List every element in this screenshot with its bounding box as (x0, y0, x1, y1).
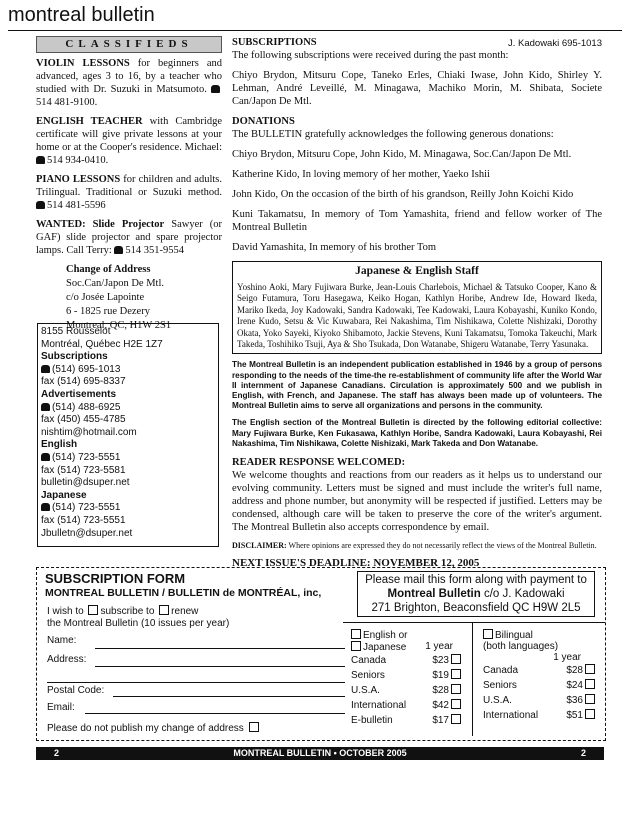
ad-phone: 514 934-0410. (47, 155, 109, 166)
price-value-group (432, 653, 463, 668)
price-label: U.S.A. (351, 685, 380, 696)
ad-body: Sawyer (or GAF) slide projector and spare projector lamps. Call Terry: (36, 219, 223, 256)
ad-phone: 514 481-9100. (36, 97, 98, 108)
phone-icon (211, 85, 220, 93)
price-checkbox[interactable] (585, 679, 595, 689)
contact-text: fax (514) 723-5581 (41, 464, 126, 476)
wish-line-2: the Montreal Bulletin (10 issues per year) (47, 618, 230, 629)
no-publish-line (47, 722, 261, 734)
subscribe-label: subscribe to (100, 606, 155, 617)
contact-box (37, 323, 219, 547)
contact-text: fax (514) 695-8337 (41, 376, 126, 388)
price-value-group (566, 663, 597, 678)
footer-bar (36, 747, 604, 760)
ad-phone: 514 351-9554 (125, 245, 185, 256)
opt1-line2: Japanese (363, 642, 407, 653)
donation-entry: John Kido, On the occasion of the birth of his grandson, Reilly John Koichi Kido (232, 189, 574, 200)
phone-icon (41, 503, 50, 511)
contact-line (41, 427, 215, 440)
mail-line-2 (358, 587, 594, 601)
price-checkbox[interactable] (451, 654, 461, 664)
donation-entry: David Yamashita, In memory of his brother Tom (232, 242, 437, 253)
right-column (232, 36, 602, 570)
donation-entry: Chiyo Brydon, Mitsuru Cope, John Kido, M. Minagawa, Soc.Can/Japon De Mtl. (232, 149, 572, 160)
subscriptions-intro: The following subscriptions were received during the past month: (232, 50, 509, 61)
contact-text: (514) 488-6925 (52, 401, 121, 413)
staff-box (232, 261, 602, 354)
price-row (483, 663, 597, 678)
ad-title: VIOLIN LESSONS (36, 58, 130, 69)
page-number-left: 2 (54, 748, 60, 758)
postal-code-label: Postal Code: (47, 685, 105, 696)
ad-phone: 514 481-5596 (47, 200, 106, 211)
price-value-group (432, 683, 463, 698)
mail-co: c/o J. Kadowaki (480, 588, 565, 600)
price-value: $17 (432, 715, 449, 726)
donations-heading: DONATIONS (232, 116, 295, 127)
page-number-right: 2 (580, 748, 586, 758)
coa-line: Montreal, QC, H1W 2S1 (66, 320, 172, 331)
contact-line (41, 376, 215, 389)
price-checkbox[interactable] (585, 709, 595, 719)
classified-ads (36, 57, 222, 257)
subscribe-checkbox[interactable] (88, 605, 98, 615)
mail-line-1: Please mail this form along with payment to (365, 574, 587, 586)
price-value: $28 (566, 665, 583, 676)
ad-title: WANTED: Slide Projector (36, 219, 165, 230)
address-field-2[interactable] (47, 682, 345, 683)
donation-entry: Katherine Kido, In loving memory of her mother, Yaeko Ishii (232, 169, 490, 180)
bilingual-checkbox[interactable] (483, 629, 493, 639)
price-checkbox[interactable] (451, 714, 461, 724)
classified-ad (36, 173, 222, 212)
subscriptions-contact: J. Kadowaki 695-1013 (507, 38, 602, 49)
price-row (351, 698, 463, 713)
opt2-line2: (both languages) (483, 641, 559, 652)
name-field[interactable] (95, 648, 345, 649)
contact-sections (41, 351, 215, 540)
staff-names: Yoshino Aoki, Mary Fujiwara Burke, Jean-Louis Charlebois, Michael & Tatsuko Cooper, Kano & Seigo Futamura, Toru Hasegawa, Keiko Hogan, Kathlyn Horibe, Andrew Ide, Howard Ikeda, Mariko Ikeda, Joy Kadowaki, Sandra Kadowaki, Tee Kadowaki, Laura Kobayashi, Kuniko Kondo, Irene Kudo, Setsu & Vic Kuwabara, Rei Nakashima, Tim Nishikawa, Colette Nishizaki, Dorothy Okata, Yoko Sayeki, Kiyoko Shibamoto, Jackie Stevens, Kuni Takamatsu, Tomoka Takeuchi, Mark Takeda, Toshihiko Tsuji, Aya & Sho Tsukada, Don Watanabe, Shigeru Watanabe, Terry Yasunaka. (237, 282, 597, 350)
price-row (351, 668, 463, 683)
english-or-checkbox[interactable] (351, 629, 361, 639)
coa-line: 6 - 1825 rue Dezery (66, 306, 150, 317)
contact-text: nishtim@hotmail.com (41, 426, 137, 438)
contact-line (41, 414, 215, 427)
japanese-checkbox[interactable] (351, 641, 361, 651)
no-publish-label: Please do not publish my change of address (47, 723, 244, 734)
mail-to-box (357, 571, 595, 617)
price-row (351, 713, 463, 728)
price-value: $42 (432, 700, 449, 711)
coa-line: Soc.Can/Japon De Mtl. (66, 278, 164, 289)
subscriptions-names: Chiyo Brydon, Mitsuru Cope, Taneko Erles, Chiaki Iwase, John Kido, Shirley Y. Lehman, André Leveillé, M. Minagawa, Machiko Morin, M. Shibata, Societe Can/Japon De Mtl. (232, 70, 602, 107)
contact-text: (514) 723-5551 (52, 451, 121, 463)
contact-line (41, 402, 215, 415)
deadline: NEXT ISSUE'S DEADLINE: NOVEMBER 12, 2005 (232, 557, 480, 570)
reader-response-heading: READER RESPONSE WELCOMED: (232, 457, 406, 469)
price-row (351, 653, 463, 668)
mail-bulletin: Montreal Bulletin (387, 588, 481, 600)
about-paragraph: The Montreal Bulletin is an independent publication established in 1946 by a group of persons responding to the needs of the time-the re-establishment of community life after the World War II internment of Japanese Canadians. Circulation is approximately 500 and we publish in English, with French, and Japanese. The staff has always been made up of volunteers. The Montreal Bulletin aims to serve all organizations and persons in the community. (232, 360, 602, 411)
address-field[interactable] (95, 666, 345, 667)
renew-label: renew (171, 606, 199, 617)
classified-ad (36, 218, 222, 257)
contact-text: (514) 723-5551 (52, 502, 121, 514)
donation-entry: Kuni Takamatsu, In memory of Tom Yamashita, friend and fellow worker of The Montreal Bulletin (232, 209, 602, 233)
price-row (483, 678, 597, 693)
opt1-line1: English or (363, 630, 408, 641)
disclaimer-text: Where opinions are expressed they do not necessarily reflect the views of the Montreal Bulletin. (286, 541, 597, 551)
opt2-line1: Bilingual (495, 630, 533, 641)
price-label: U.S.A. (483, 695, 512, 706)
contact-section-heading: English (41, 439, 78, 451)
ad-title: ENGLISH TEACHER (36, 116, 143, 127)
contact-line (41, 515, 215, 528)
disclaimer (232, 541, 602, 551)
phone-icon (36, 156, 45, 164)
staff-title: Japanese & English Staff (355, 265, 479, 277)
price-value: $28 (432, 685, 449, 696)
coa-line: c/o Josée Lapointe (66, 292, 145, 303)
price-row (483, 693, 597, 708)
price-checkbox[interactable] (451, 684, 461, 694)
price-label: Canada (351, 655, 387, 666)
price-checkbox[interactable] (451, 699, 461, 709)
price-value: $23 (432, 655, 449, 666)
subscription-form (36, 567, 606, 741)
contact-line (41, 528, 215, 541)
option-single-language (351, 629, 463, 728)
contact-line (41, 502, 215, 515)
phone-icon (114, 246, 123, 254)
address-label: Address: (47, 654, 87, 665)
price-label: International (483, 710, 539, 721)
phone-icon (41, 453, 50, 461)
donations-intro: The BULLETIN gratefully acknowledges the following generous donations: (232, 129, 554, 140)
wish-line (47, 605, 198, 617)
name-label: Name: (47, 635, 77, 646)
phone-icon (41, 403, 50, 411)
options-divider (472, 622, 473, 736)
mail-line-3: 271 Brighton, Beaconsfield QC H9W 2L5 (371, 602, 581, 614)
price-label: E-bulletin (351, 715, 393, 726)
editorial-paragraph: The English section of the Montreal Bulletin is directed by the following editorial collective: Mary Fujiwara Burke, Ken Fukasawa, Kathlyn Horibe, Sandra Kadowaki, Laura Kobayashi, Rei Nakashima, Tim Nishikawa, Colette Nishizaki, Mark Takeda and Don Watanabe. (232, 418, 602, 448)
ad-body: for children and adults. Trilingual. Traditional or Suzuki method. (36, 174, 222, 198)
contact-line (41, 452, 215, 465)
contact-line (41, 477, 215, 490)
ad-body: with Cambridge certificate will give private lessons at your home or at the Cooper's residence. Michael: (36, 116, 222, 153)
price-value-group (566, 678, 597, 693)
left-column (36, 36, 222, 333)
price-label: Seniors (351, 670, 385, 681)
classified-ad (36, 115, 222, 167)
price-value-group (432, 668, 463, 683)
page-title: montreal bulletin (8, 4, 155, 26)
price-value-group (432, 713, 463, 728)
ad-title: PIANO LESSONS (36, 174, 121, 185)
option-bilingual (483, 629, 597, 723)
address-line: Montréal, Québec H2E 1Z7 (41, 338, 163, 350)
opt1-rows (351, 653, 463, 728)
footer-center: MONTREAL BULLETIN • OCTOBER 2005 (233, 748, 407, 758)
coa-title: Change of Address (66, 264, 151, 275)
price-value-group (566, 708, 597, 723)
disclaimer-label: DISCLAIMER: (232, 541, 287, 551)
opt1-year: 1 year (425, 641, 453, 652)
contact-line (41, 364, 215, 377)
contact-text: bulletin@dsuper.net (41, 477, 130, 489)
wish-prefix: I wish to (47, 606, 84, 617)
contact-text: fax (514) 723-5551 (41, 514, 126, 526)
reader-response-body: We welcome thoughts and reactions from our readers as it helps us to understand our evolving community. Letters must be signed and must include the writer's full name, address and phone number, but anonymity will be respected if justified. Letters may be condensed, although care will be taken to preserve the core of the writer's argument. The Montreal Bulletin also accepts correspondence by email. (232, 470, 602, 534)
address-line: 8155 Rousselot (41, 326, 111, 337)
price-value-group (566, 693, 597, 708)
contact-text: (514) 695-1013 (52, 363, 121, 375)
price-label: International (351, 700, 407, 711)
contact-text: Jbulletn@dsuper.net (41, 527, 133, 539)
price-label: Canada (483, 665, 519, 676)
price-row (483, 708, 597, 723)
header-rule (8, 30, 622, 31)
price-value: $24 (566, 680, 583, 691)
price-value: $51 (566, 710, 583, 721)
price-checkbox[interactable] (451, 669, 461, 679)
price-label: Seniors (483, 680, 517, 691)
contact-section-heading: Advertisements (41, 388, 117, 400)
contact-section-heading: Japanese (41, 489, 87, 501)
contact-section-heading: Subscriptions (41, 351, 108, 363)
email-field[interactable] (85, 713, 345, 714)
renew-checkbox[interactable] (159, 605, 169, 615)
subscriptions-heading: SUBSCRIPTIONS (232, 37, 317, 48)
price-checkbox[interactable] (585, 664, 595, 674)
phone-icon (36, 201, 45, 209)
classified-ad (36, 57, 222, 109)
opt2-year: 1 year (553, 652, 581, 663)
classifieds-heading: CLASSIFIEDS (36, 36, 222, 53)
email-label: Email: (47, 702, 75, 713)
price-value: $19 (432, 670, 449, 681)
opt2-rows (483, 663, 597, 723)
price-value-group (432, 698, 463, 713)
contact-line (41, 465, 215, 478)
postal-code-field[interactable] (113, 696, 345, 697)
price-row (351, 683, 463, 698)
no-publish-checkbox[interactable] (249, 722, 259, 732)
form-subtitle: MONTREAL BULLETIN / BULLETIN de MONTRÉAL, inc, (45, 587, 322, 599)
ad-body: for beginners and advanced, ages 3 to 16, by a teacher who studied with Dr. Suzuki in Matsumoto. (36, 58, 222, 95)
contact-text: fax (450) 455-4785 (41, 414, 126, 426)
price-value: $36 (566, 695, 583, 706)
options-rule (343, 622, 605, 623)
price-checkbox[interactable] (585, 694, 595, 704)
phone-icon (41, 365, 50, 373)
form-title: SUBSCRIPTION FORM (45, 571, 186, 586)
